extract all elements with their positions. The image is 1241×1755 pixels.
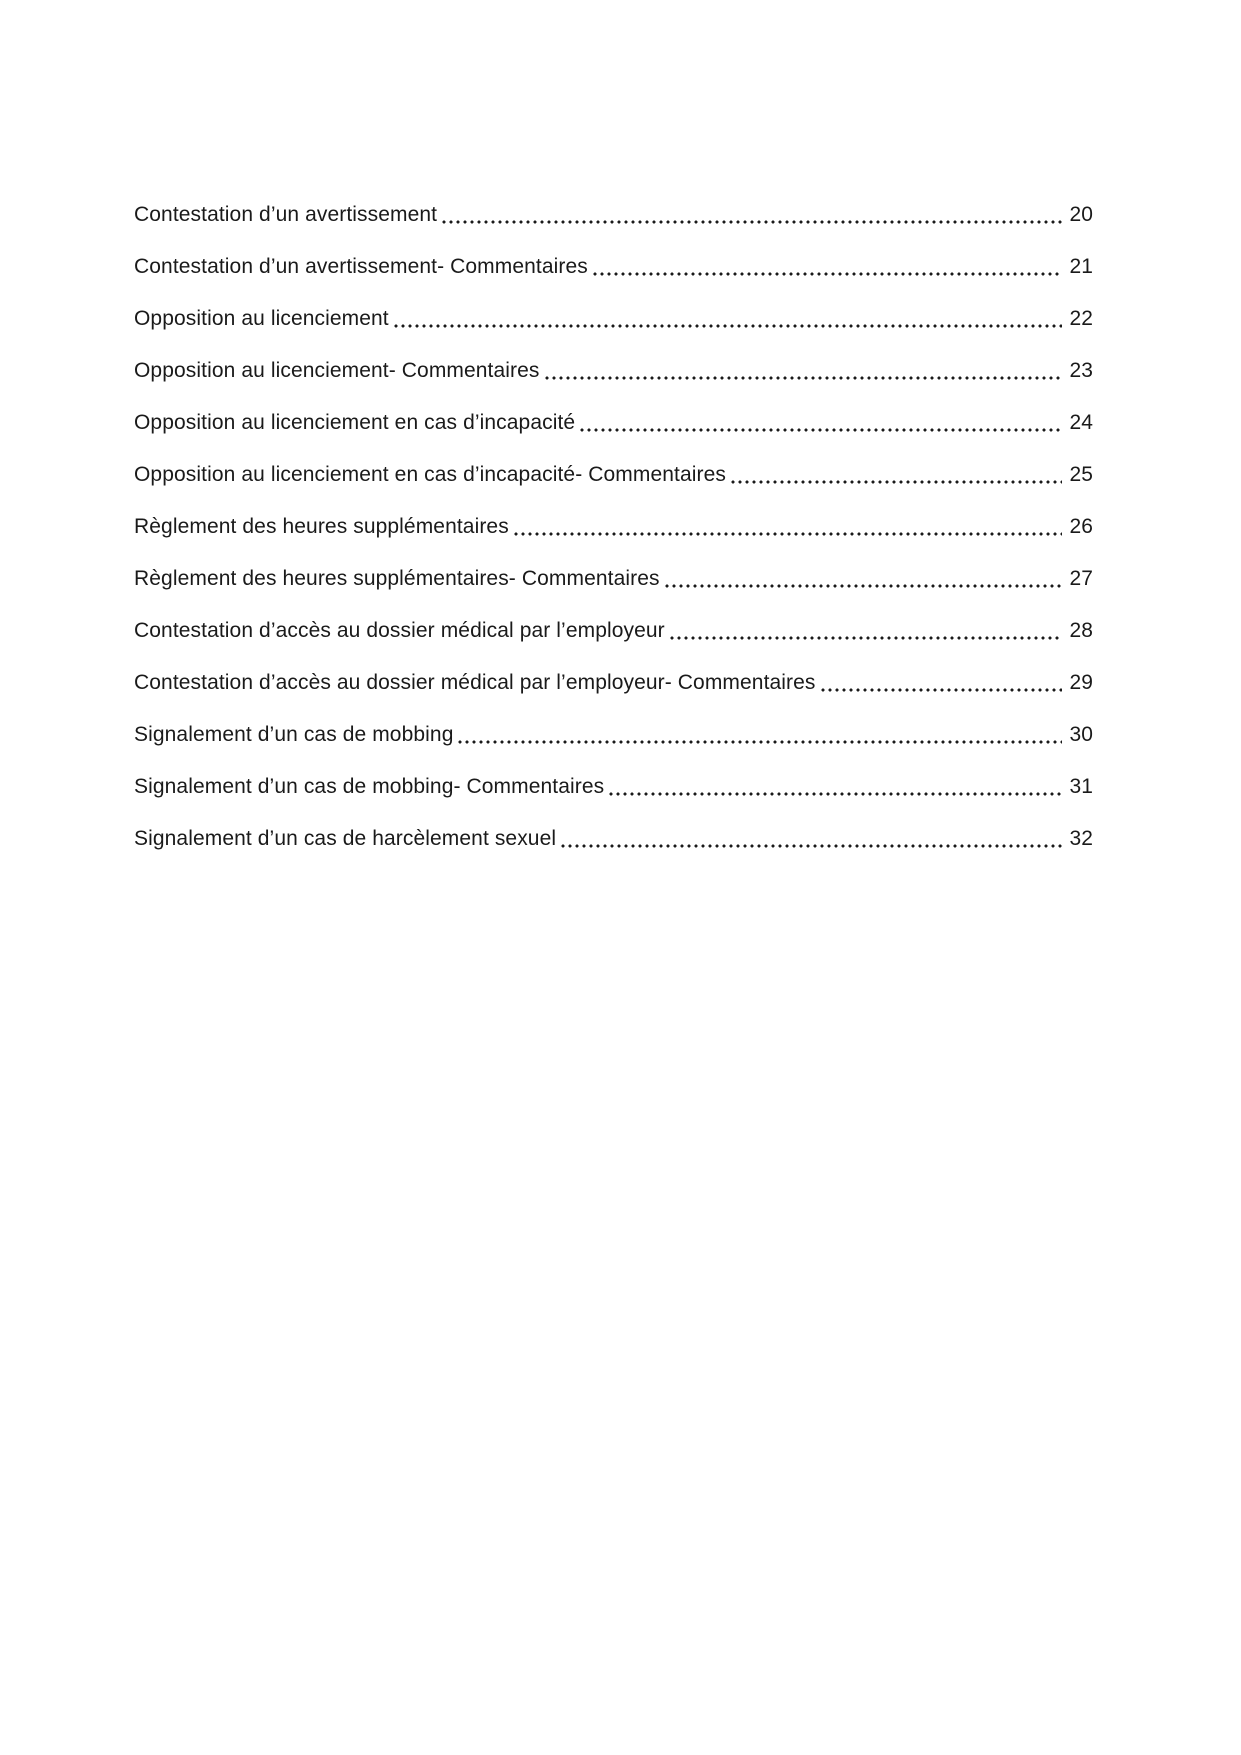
toc-entry[interactable] — [134, 397, 1093, 449]
toc-page-number: 20 — [1069, 203, 1093, 226]
toc-entry[interactable] — [134, 449, 1093, 501]
table-of-contents — [134, 189, 1093, 865]
toc-dot-leader — [543, 345, 1063, 397]
toc-page-number: 29 — [1069, 671, 1093, 694]
toc-entry-title: Signalement d’un cas de mobbing- Commentaires — [134, 775, 605, 798]
toc-entry-title: Signalement d’un cas de harcèlement sexuel — [134, 827, 557, 850]
toc-page-number: 27 — [1069, 567, 1093, 590]
toc-entry[interactable] — [134, 657, 1093, 709]
toc-page-number: 22 — [1069, 307, 1093, 330]
toc-dot-leader — [668, 605, 1063, 657]
toc-entry[interactable] — [134, 241, 1093, 293]
toc-entry[interactable] — [134, 813, 1093, 865]
toc-page-number: 28 — [1069, 619, 1093, 642]
toc-entry-title: Opposition au licenciement — [134, 307, 389, 330]
toc-entry-title: Contestation d’un avertissement — [134, 203, 438, 226]
toc-page-number: 23 — [1069, 359, 1093, 382]
toc-dot-leader — [440, 189, 1062, 241]
toc-entry-title: Opposition au licenciement- Commentaires — [134, 359, 540, 382]
toc-page-number: 26 — [1069, 515, 1093, 538]
toc-entry[interactable] — [134, 189, 1093, 241]
toc-dot-leader — [559, 813, 1062, 865]
toc-page-number: 24 — [1069, 411, 1093, 434]
toc-dot-leader — [607, 761, 1062, 813]
toc-entry-title: Signalement d’un cas de mobbing — [134, 723, 454, 746]
toc-dot-leader — [512, 501, 1063, 553]
toc-dot-leader — [663, 553, 1063, 605]
toc-dot-leader — [392, 293, 1063, 345]
toc-entry-title: Contestation d’accès au dossier médical par l’employeur — [134, 619, 665, 642]
toc-entry[interactable] — [134, 293, 1093, 345]
toc-entry-title: Règlement des heures supplémentaires — [134, 515, 509, 538]
toc-dot-leader — [729, 449, 1062, 501]
toc-entry-title: Opposition au licenciement en cas d’incapacité- Commentaires — [134, 463, 726, 486]
toc-dot-leader — [591, 241, 1063, 293]
toc-dot-leader — [819, 657, 1063, 709]
toc-entry[interactable] — [134, 709, 1093, 761]
toc-page-number: 25 — [1069, 463, 1093, 486]
toc-entry-title: Règlement des heures supplémentaires- Commentaires — [134, 567, 660, 590]
toc-page-number: 21 — [1069, 255, 1093, 278]
toc-dot-leader — [578, 397, 1062, 449]
toc-page-number: 30 — [1069, 723, 1093, 746]
toc-entry[interactable] — [134, 501, 1093, 553]
toc-entry-title: Opposition au licenciement en cas d’incapacité — [134, 411, 576, 434]
toc-page-number: 32 — [1069, 827, 1093, 850]
toc-entry[interactable] — [134, 345, 1093, 397]
toc-entry[interactable] — [134, 761, 1093, 813]
toc-entry[interactable] — [134, 605, 1093, 657]
toc-page-number: 31 — [1069, 775, 1093, 798]
toc-entry-title: Contestation d’un avertissement- Commentaires — [134, 255, 588, 278]
toc-dot-leader — [456, 709, 1062, 761]
toc-entry-title: Contestation d’accès au dossier médical par l’employeur- Commentaires — [134, 671, 816, 694]
toc-entry[interactable] — [134, 553, 1093, 605]
